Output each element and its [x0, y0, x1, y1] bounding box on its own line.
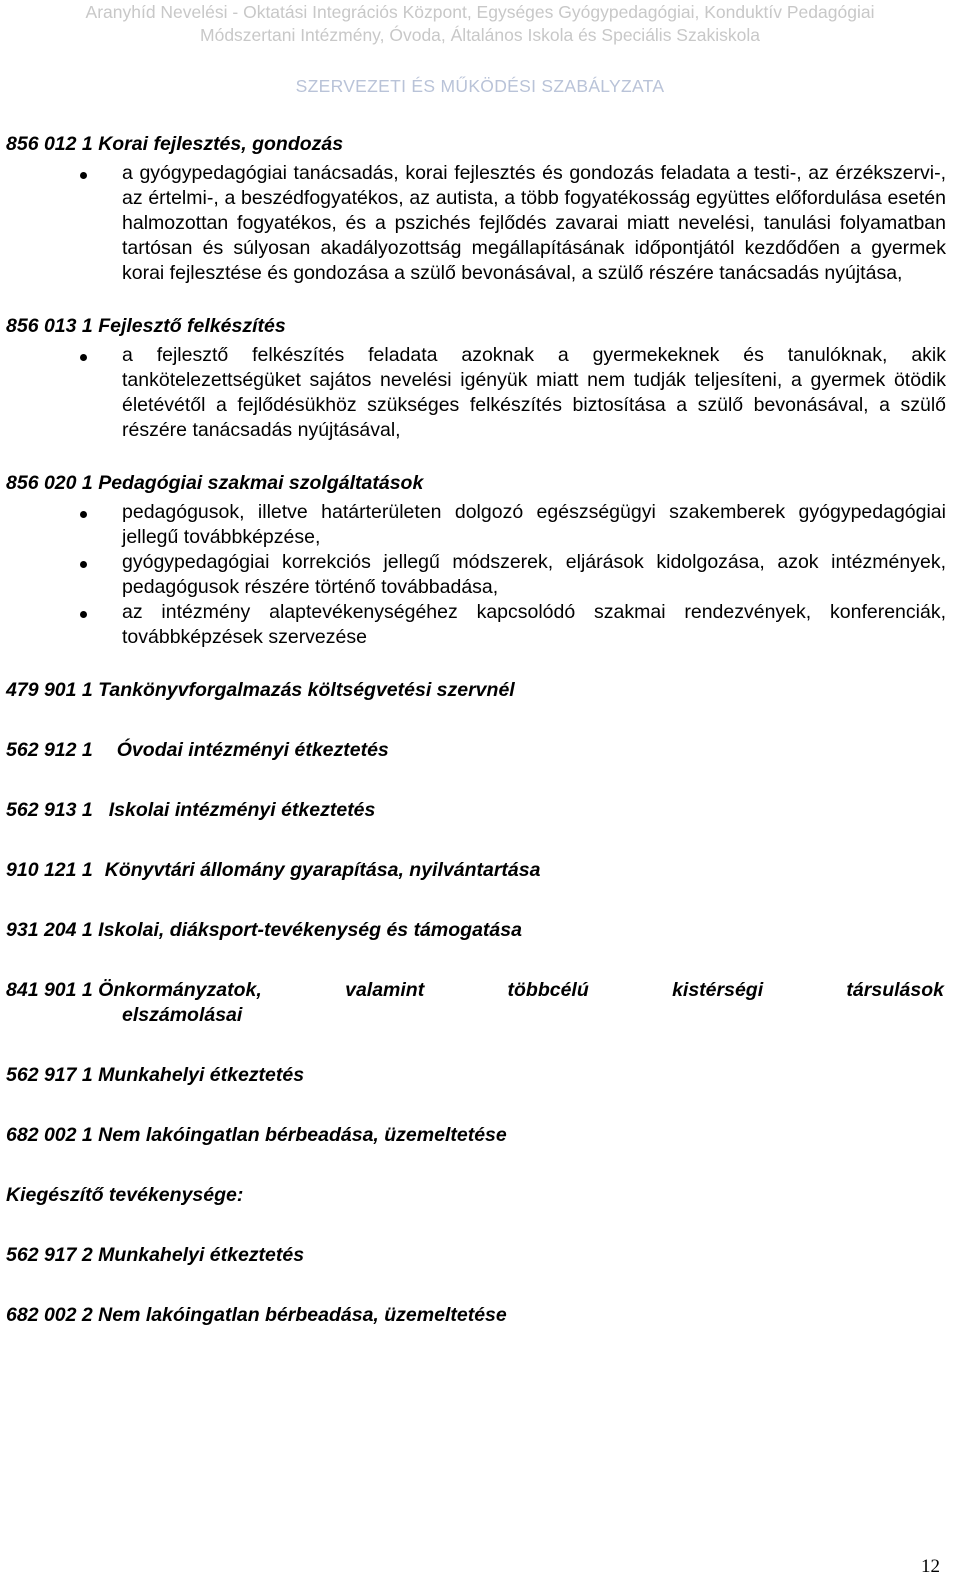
bullet-icon — [80, 511, 87, 518]
section-code: 856 020 1 — [6, 472, 93, 494]
section-code: 562 913 1 — [6, 799, 93, 821]
list-item — [6, 500, 956, 550]
section-856-013-1 — [6, 314, 956, 443]
heading-line-1 — [6, 978, 956, 1003]
heading-682-002-1: 682 002 1 Nem lakóingatlan bérbeadása, üzemeltetése — [6, 1124, 507, 1146]
section-code: 910 121 1 — [6, 859, 93, 881]
heading-word: többcélú — [507, 979, 589, 1001]
section-label: Pedagógiai szakmai szolgáltatások — [98, 472, 424, 494]
section-list — [6, 500, 956, 650]
supplementary-activity-heading: Kiegészítő tevékenysége: — [6, 1184, 244, 1206]
heading-word: társulások — [846, 979, 944, 1001]
section-label: Iskolai intézményi étkeztetés — [108, 799, 376, 821]
list-item-text: a fejlesztő felkészítés feladata azoknak a gyermekeknek és tanulóknak, akik tankötelezettségüket sajátos nevelési igényük miatt nem tudják teljesíteni, a gyermek ötödik életévétől a fejlődésükhöz szükséges felkészítés biztosítása a szülő bevonásával, a szülő részére tanácsadás nyújtásával, — [122, 344, 946, 441]
heading-562-913-1 — [6, 798, 956, 823]
list-item-text: pedagógusok, illetve határterületen dolgozó egészségügyi szakemberek gyógypedagógiai jellegű továbbképzése, — [122, 501, 946, 548]
list-item — [6, 343, 956, 443]
bullet-icon — [80, 354, 87, 361]
heading-word: valamint — [345, 979, 425, 1001]
heading-931-204-1: 931 204 1 Iskolai, diáksport-tevékenység és támogatása — [6, 919, 522, 941]
page-header — [0, 0, 960, 50]
section-label: Fejlesztő felkészítés — [98, 315, 286, 337]
heading-910-121-1 — [6, 858, 956, 883]
document-body — [6, 132, 956, 1328]
section-code: 856 012 1 — [6, 133, 93, 155]
heading-562-912-1 — [6, 738, 956, 763]
heading-line-2: elszámolásai — [122, 1004, 243, 1026]
bullet-icon — [80, 561, 87, 568]
page-number: 12 — [921, 1556, 940, 1577]
section-list — [6, 161, 956, 286]
section-list — [6, 343, 956, 443]
list-item — [6, 550, 956, 600]
section-heading — [6, 314, 956, 339]
section-code: 562 912 1 — [6, 739, 93, 761]
header-institution-line-1: Aranyhíd Nevelési - Oktatási Integrációs Központ, Egységes Gyógypedagógiai, Konduktív Pedagógiai — [85, 2, 875, 22]
section-label: Óvodai intézményi étkeztetés — [116, 739, 389, 761]
list-item — [6, 600, 956, 650]
heading-word: kistérségi — [672, 979, 764, 1001]
list-item-text: gyógypedagógiai korrekciós jellegű módszerek, eljárások kidolgozása, azok intézmények, pedagógusok részére történő továbbadása, — [122, 551, 946, 598]
section-856-020-1 — [6, 471, 956, 650]
section-heading — [6, 471, 956, 496]
list-item-text: a gyógypedagógiai tanácsadás, korai fejlesztés és gondozás feladata a testi-, az érzékszervi-, az értelmi-, a beszédfogyatékos, az autista, a több fogyatékosság együttes előfordulása esetén halmozottan fogyatékos, és a pszichés fejlődés zavarai miatt nevelési, tanulási folyamatban tartósan és súlyosan akadályozottság megállapításának időpontjától kezdődően a gyermek korai fejlesztése és gondozása a szülő bevonásával, a szülő részére tanácsadás nyújtása, — [122, 162, 946, 284]
heading-682-002-2: 682 002 2 Nem lakóingatlan bérbeadása, üzemeltetése — [6, 1304, 507, 1326]
heading-562-917-2: 562 917 2 Munkahelyi étkeztetés — [6, 1244, 305, 1266]
section-heading — [6, 132, 956, 157]
heading-word: 841 901 1 Önkormányzatok, — [6, 979, 262, 1001]
list-item — [6, 161, 956, 286]
bullet-icon — [80, 611, 87, 618]
document-title: SZERVEZETI ÉS MŰKÖDÉSI SZABÁLYZATA — [295, 76, 665, 96]
header-institution-line-2: Módszertani Intézmény, Óvoda, Általános Iskola és Speciális Szakiskola — [200, 25, 760, 45]
section-label: Könyvtári állomány gyarapítása, nyilvántartása — [104, 859, 541, 881]
bullet-icon — [80, 172, 87, 179]
section-code: 856 013 1 — [6, 315, 93, 337]
list-item-text: az intézmény alaptevékenységéhez kapcsolódó szakmai rendezvények, konferenciák, továbbképzések szervezése — [122, 601, 946, 648]
section-label: Korai fejlesztés, gondozás — [98, 133, 344, 155]
heading-841-901-1 — [6, 978, 956, 1028]
section-856-012-1 — [6, 132, 956, 286]
heading-562-917-1: 562 917 1 Munkahelyi étkeztetés — [6, 1064, 305, 1086]
heading-479-901-1: 479 901 1 Tankönyvforgalmazás költségvetési szervnél — [6, 679, 515, 701]
